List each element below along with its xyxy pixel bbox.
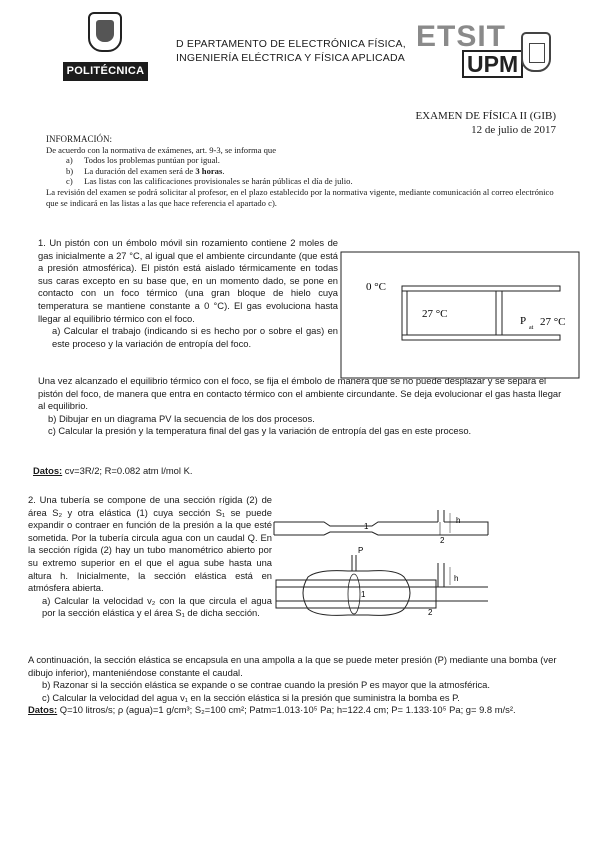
problem-2-continuation xyxy=(28,654,573,717)
pipe-diagram-ampoule xyxy=(276,555,488,615)
upm-logo: UPM xyxy=(462,50,523,78)
problem-2-data-label: Datos: xyxy=(28,704,58,716)
problem-1-data-values: cv=3R/2; R=0.082 atm l/mol K. xyxy=(64,465,193,476)
upm-shield-icon xyxy=(521,32,551,72)
info-marker: b) xyxy=(66,165,74,176)
pressure-label: P xyxy=(520,315,527,327)
info-item-text: . xyxy=(222,165,225,176)
figure-frame xyxy=(341,252,579,378)
info-item-bold: 3 horas xyxy=(195,165,223,176)
gas-temperature-label: 27 °C xyxy=(422,308,448,320)
height-b-label: h xyxy=(454,574,459,583)
section-1-label: 1 xyxy=(364,522,369,531)
section-2b-label: 2 xyxy=(428,608,433,617)
info-item xyxy=(66,155,566,166)
problem-2-part-a: a) Calcular la velocidad v₂ con la que circula el agua por la sección elástica y el área S₁ de dicha sección. xyxy=(42,594,272,619)
info-item xyxy=(66,176,566,187)
info-marker: a) xyxy=(66,155,73,166)
section-1b-label: 1 xyxy=(361,590,366,599)
department-name xyxy=(176,37,416,65)
exam-date: 12 de julio de 2017 xyxy=(471,124,556,136)
cylinder-base xyxy=(402,291,407,335)
problem-2-part-c: c) Calcular la velocidad del agua v₁ en la sección elástica si la presión que suministra la bomba es P. xyxy=(42,691,460,703)
height-label: h xyxy=(456,516,461,525)
piston-plunger xyxy=(496,291,502,335)
department-line-1: D EPARTAMENTO DE ELECTRÓNICA FÍSICA, xyxy=(176,38,406,50)
politecnica-label: POLITÉCNICA xyxy=(63,62,148,81)
university-crest-icon xyxy=(88,12,122,52)
problem-1-text: 1. Un pistón con un émbolo móvil sin rozamiento contiene 2 moles de gas inicialmente a 27 °C, al igual que el ambiente circundante (que está a presión atmosférica). El pistón está aislado térmicamente en todas sus caras excepto en su base que, en un momento dado, se pone en contacto con un foco térmico (una gran bloque de hielo cuya temperatura se mantiene constante a 0 °C). El gas evoluciona hasta llegar al equilibrio térmico con el foco. xyxy=(38,237,338,324)
problem-1-data xyxy=(33,465,192,476)
problem-2-part-b: b) Razonar si la sección elástica se expande o se contrae cuando la presión P es mayor que la atmosférica. xyxy=(42,679,490,691)
problem-2-text: 2. Una tubería se compone de una sección rígida (2) de área S₂ y otra elástica (1) cuya sección S₁ se puede expandir o contraer en función de la presión a la que esté sometida. Por la tubería circula agua con un caudal Q. En la sección rígida (2) hay un tubo manométrico abierto por su extremo superior en el que el agua sube hasta una altura h. Inicialmente, la sección elástica está en atmósfera abierta. xyxy=(28,494,272,594)
cylinder-bottom-wall xyxy=(402,335,560,340)
problem-2-continuation-text: A continuación, la sección elástica se encapsula en una ampolla a la que se puede meter presión (P) mediante una bomba (ver dibujo inferior), manteniéndose constante el caudal. xyxy=(28,654,557,678)
info-section xyxy=(46,134,566,208)
problem-1-part-a: a) Calcular el trabajo (indicando si es hecho por o sobre el gas) en este proceso y la variación de entropía del foco. xyxy=(52,325,338,349)
department-line-2: INGENIERÍA ELÉCTRICA Y FÍSICA APLICADA xyxy=(176,52,405,64)
info-item-text: La duración del examen será de xyxy=(84,165,196,176)
ambient-temperature-label: 27 °C xyxy=(540,316,566,328)
info-item-text: Las listas con las calificaciones provisionales se harán públicas el día de julio. xyxy=(84,176,353,187)
problem-1-continuation xyxy=(38,375,568,438)
etsit-logo: ETSIT xyxy=(416,20,507,53)
info-item-text: Todos los problemas puntúan por igual. xyxy=(84,155,220,166)
exam-heading xyxy=(415,109,556,137)
foco-label: 0 °C xyxy=(366,281,386,293)
problem-1-statement xyxy=(38,237,338,350)
exam-title: EXAMEN DE FÍSICA II (GIB) xyxy=(415,110,556,122)
info-marker: c) xyxy=(66,176,73,187)
info-intro: De acuerdo con la normativa de exámenes, art. 9-3, se informa que xyxy=(46,144,277,155)
problem-2-data xyxy=(28,704,573,717)
pressure-subscript: at xyxy=(529,325,534,331)
problem-1-part-b: b) Dibujar en un diagrama PV la secuencia de los dos procesos. xyxy=(48,412,315,424)
problem-1-continuation-text: Una vez alcanzado el equilibrio térmico con el foco, se fija el émbolo de manera que se no puede desplazar y se separa el pistón del foco, de manera que entra en contacto térmico con el ambiente circundante. Se deja evolucionar el gas hasta llegar al equilibrio. xyxy=(38,375,562,412)
pump-pressure-label: P xyxy=(358,546,364,555)
pipe-figure xyxy=(268,505,498,635)
problem-2-data-values: Q=10 litros/s; ρ (agua)=1 g/cm³; S₂=100 cm²; Patm=1.013·10⁵ Pa; h=122.4 cm; P= 1.133·10⁵ Pa; g= 9.8 m/s². xyxy=(59,704,516,716)
cylinder-top-wall xyxy=(402,286,560,291)
info-item xyxy=(66,165,566,177)
problem-1-data-label: Datos: xyxy=(33,465,63,476)
info-heading: INFORMACIÓN: xyxy=(46,134,113,144)
problem-1-part-c: c) Calcular la presión y la temperatura final del gas y la variación de entropía del gas en este proceso. xyxy=(48,425,472,437)
info-list xyxy=(46,155,566,187)
problem-2-statement xyxy=(28,494,272,620)
info-review: La revisión del examen se podrá solicitar al profesor, en el plazo establecido por la normativa vigente, mediante comunicación al correo electrónico que se indicará en las listas a las que hace referencia el apartado c). xyxy=(46,186,554,208)
section-2-label: 2 xyxy=(440,536,445,545)
piston-figure xyxy=(340,250,580,380)
